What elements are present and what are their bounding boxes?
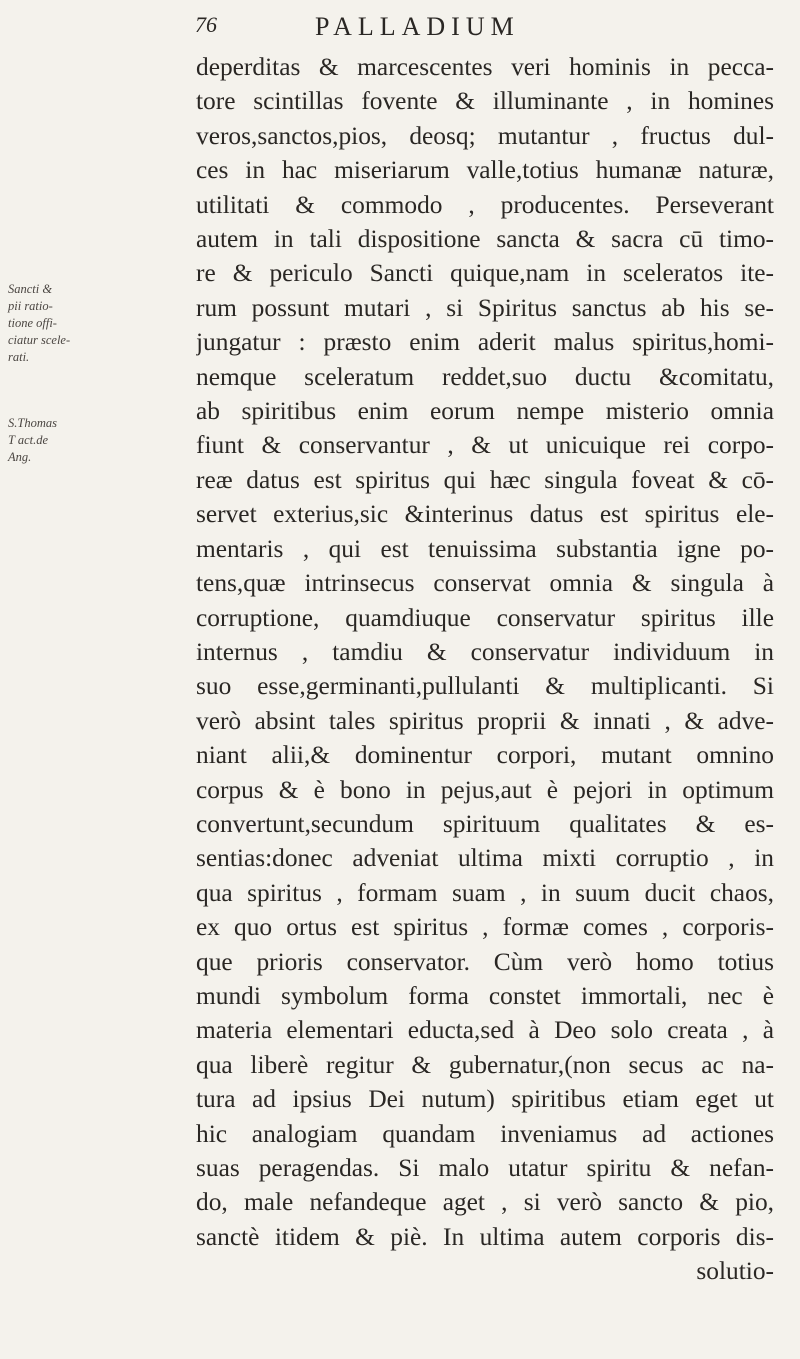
text-line: niant alii,& dominentur corpori, mutant omnino xyxy=(196,741,774,770)
margin-note-2 xyxy=(8,415,90,466)
margin-note-line: Ang. xyxy=(8,450,32,464)
text-line: que prioris conservator. Cùm verò homo totius xyxy=(196,947,774,976)
text-line: utilitati & commodo , producentes. Perseverant xyxy=(196,190,774,219)
text-line: suas peragendas. Si malo utatur spiritu & nefan- xyxy=(196,1154,774,1182)
text-line: re & periculo Sancti quique,nam in sceleratos ite- xyxy=(196,259,774,288)
text-line: suo esse,germinanti,pullulanti & multiplicanti. Si xyxy=(196,672,774,701)
margin-note-line: ciatur scele- xyxy=(8,333,71,347)
text-line: hic analogiam quandam inveniamus ad actiones xyxy=(196,1119,774,1148)
text-line: reæ datus est spiritus qui hæc singula foveat & cō- xyxy=(196,465,774,494)
text-line: solutio- xyxy=(696,1257,774,1286)
margin-note-line: T act.de xyxy=(8,433,49,447)
page-header xyxy=(195,6,765,46)
page-number: 76 xyxy=(195,12,217,37)
text-line: veros,sanctos,pios, deosq; mutantur , fructus dul- xyxy=(196,121,774,150)
margin-note-line: S.Thomas xyxy=(8,416,57,430)
text-line: ex quo ortus est spiritus , formæ comes , corporis- xyxy=(196,913,774,942)
text-line: verò absint tales spiritus proprii & innati , & adve- xyxy=(196,706,774,735)
text-line: ab spiritibus enim eorum nempe misterio omnia xyxy=(196,397,774,426)
text-line: fiunt & conservantur , & ut unicuique rei corpo- xyxy=(196,431,774,460)
text-line: mundi symbolum forma constet immortali, nec è xyxy=(196,981,774,1010)
text-line: rum possunt mutari , si Spiritus sanctus ab his se- xyxy=(196,293,774,322)
running-title: PALLADIUM xyxy=(315,12,520,41)
text-line: nemque sceleratum reddet,suo ductu &comitatu, xyxy=(196,362,774,391)
margin-note-line: Sancti & xyxy=(8,282,53,296)
text-line: jungatur : præsto enim aderit malus spiritus,homi- xyxy=(196,328,774,357)
margin-note-line: rati. xyxy=(8,350,30,364)
text-line: corpus & è bono in pejus,aut è pejori in optimum xyxy=(196,775,774,804)
margin-note-line: pii ratio- xyxy=(8,299,53,313)
text-line: convertunt,secundum spirituum qualitates & es- xyxy=(196,809,774,838)
body-text xyxy=(196,50,774,1289)
text-line: tura ad ipsius Dei nutum) spiritibus etiam eget ut xyxy=(196,1085,774,1114)
text-line: tens,quæ intrinsecus conservat omnia & singula à xyxy=(196,569,774,598)
text-line: corruptione, quamdiuque conservatur spiritus ille xyxy=(196,603,774,632)
text-line: do, male nefandeque aget , si verò sancto & pio, xyxy=(196,1188,774,1217)
text-line: qua spiritus , formam suam , in suum ducit chaos, xyxy=(196,878,774,907)
text-line: ces in hac miseriarum valle,totius humanæ naturæ, xyxy=(196,156,774,185)
text-line: materia elementari educta,sed à Deo solo creata , à xyxy=(196,1016,774,1045)
text-line: sanctè itidem & piè. In ultima autem corporis dis- xyxy=(196,1222,774,1251)
text-line: deperditas & marcescentes veri hominis in pecca- xyxy=(196,53,774,81)
text-line: mentaris , qui est tenuissima substantia igne po- xyxy=(196,534,774,563)
text-line: servet exterius,sic &interinus datus est spiritus ele- xyxy=(196,500,774,529)
margin-note-line: tione offi- xyxy=(8,316,57,330)
text-line: tore scintillas fovente & illuminante , in homines xyxy=(196,87,774,116)
margin-note-1 xyxy=(8,281,90,366)
text-line: sentias:donec adveniat ultima mixti corruptio , in xyxy=(196,844,774,873)
text-line: autem in tali dispositione sancta & sacra cū timo- xyxy=(196,225,774,254)
text-line: internus , tamdiu & conservatur individuum in xyxy=(196,637,774,666)
text-line: qua liberè regitur & gubernatur,(non secus ac na- xyxy=(196,1050,774,1079)
